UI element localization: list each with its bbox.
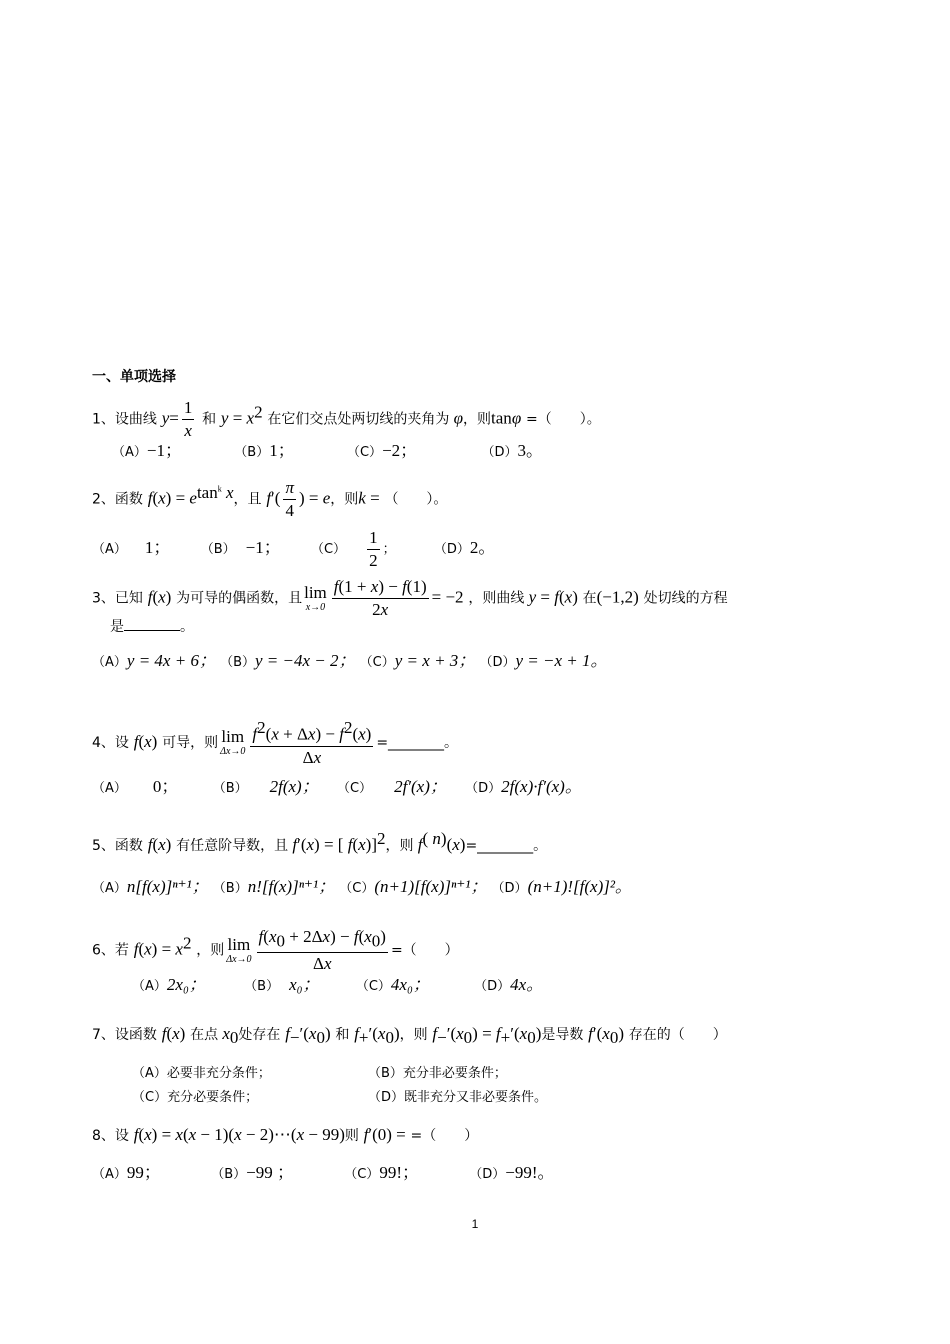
q4-options: （A） 0； （B） 2f(x)； （C） 2f′(x)； （D）2f(x)·f′(x)。 — [92, 777, 582, 796]
q7-options-row1: （A）必要非充分条件； — [132, 1066, 271, 1081]
q3-limit: lim x→0 — [304, 583, 327, 613]
q1-options: （A）−1； （B）1； （C）−2； （D）3。 — [112, 441, 543, 460]
q3-options: （A）y = 4x + 6； （B）y = −4x − 2； （C）y = x + 3； （D）y = −x + 1。 — [92, 651, 608, 670]
q2c-fraction: $\frac{1}{2}$ — [369, 528, 378, 570]
q7-option-b: （B）充分非必要条件； — [368, 1066, 507, 1081]
question-5: 5、函数 f(x) 有任意阶导数，且 f′(x) = [ f(x)]$^2$，则 $f^{( n)}(x)=\_\_\_\_\_\_\_\_$。 — [92, 829, 548, 854]
q6-fraction: $\frac{f(x_0 + 2\Delta x) - f(x_0)}{\Delta x}$ — [258, 927, 386, 974]
q6-options: （A）2x₀； （B） x₀； （C）4x₀； （D）4x。 — [132, 975, 544, 994]
q2-fraction: $\frac{\pi}{4}$ — [285, 478, 294, 520]
q6-limit: lim Δx→0 — [226, 935, 252, 966]
q3-answer-blank[interactable] — [124, 616, 180, 631]
page-number: 1 — [471, 1217, 479, 1231]
q1-fraction: $\frac{1}{x}$ — [183, 398, 193, 440]
question-4: 4、设 f(x) 可导，则 lim Δx→0 $\frac{f^2(x + \Delta x) - f^2(x)}{\Delta x}$ =________。 — [92, 718, 459, 767]
q4-limit: lim Δx→0 — [220, 727, 246, 758]
section-heading: 一、单项选择 — [92, 369, 176, 385]
q7-option-d: （D）既非充分又非必要条件。 — [368, 1090, 548, 1105]
question-6: 6、若 $f(x) = x^2$ ，则 lim Δx→0 $\frac{f(x_0 + 2\Delta x) - f(x_0)}{\Delta x}$ =（ ） — [92, 927, 459, 974]
question-8: 8、设 f(x) = x(x − 1)(x − 2)⋯(x − 99)则 f′(0) = =（ ） — [92, 1125, 479, 1144]
question-2: 2、函数 $f(x) = e^{tan^k x}$，且 f′( $\frac{\pi}{4}$ ) = e，则k = （ ）。 — [92, 478, 448, 520]
q1-label: 1、设曲线 — [92, 411, 157, 428]
q4-fraction: $\frac{f^2(x + \Delta x) - f^2(x)}{\Delta x}$ — [252, 718, 372, 767]
question-3-line2: 是 。 — [110, 616, 194, 637]
question-7: 7、设函数 f(x) 在点 $x_0$处存在 $f_-'(x_0)$ 和 $f_+'(x_0)$，则 $f_-'(x_0) = f_+'(x_0)$是导数 $f'(x_0)$ 存在的（ ） — [92, 1024, 727, 1047]
question-1: 1、设曲线 y= $\frac{1}{x}$ 和 $y = x^2$ 在它们交点处两切线的夹角为 φ，则tanφ =（ ）。 — [92, 398, 601, 440]
q2-options: （A） 1； （B） −1； （C） $\frac{1}{2}$ ； （D）2。 — [92, 528, 496, 570]
q7-option-c: （C）充分必要条件； — [132, 1090, 259, 1105]
q5-options: （A）n[f(x)]ⁿ⁺¹； （B）n![f(x)]ⁿ⁺¹； （C）(n+1)[f(x)]ⁿ⁺¹； （D）(n+1)![f(x)]²。 — [92, 877, 632, 896]
q8-options: （A）99； （B）−99 ； （C）99!； （D）−99!。 — [92, 1163, 555, 1182]
question-3: 3、已知 f(x) 为可导的偶函数，且 lim x→0 $\frac{f(1 + x) - f(1)}{2x}$ = −2 ，则曲线 y = f(x) 在(−1,2) 处切线的方程 — [92, 577, 728, 619]
q3-fraction: $\frac{f(1 + x) - f(1)}{2x}$ — [333, 577, 427, 619]
